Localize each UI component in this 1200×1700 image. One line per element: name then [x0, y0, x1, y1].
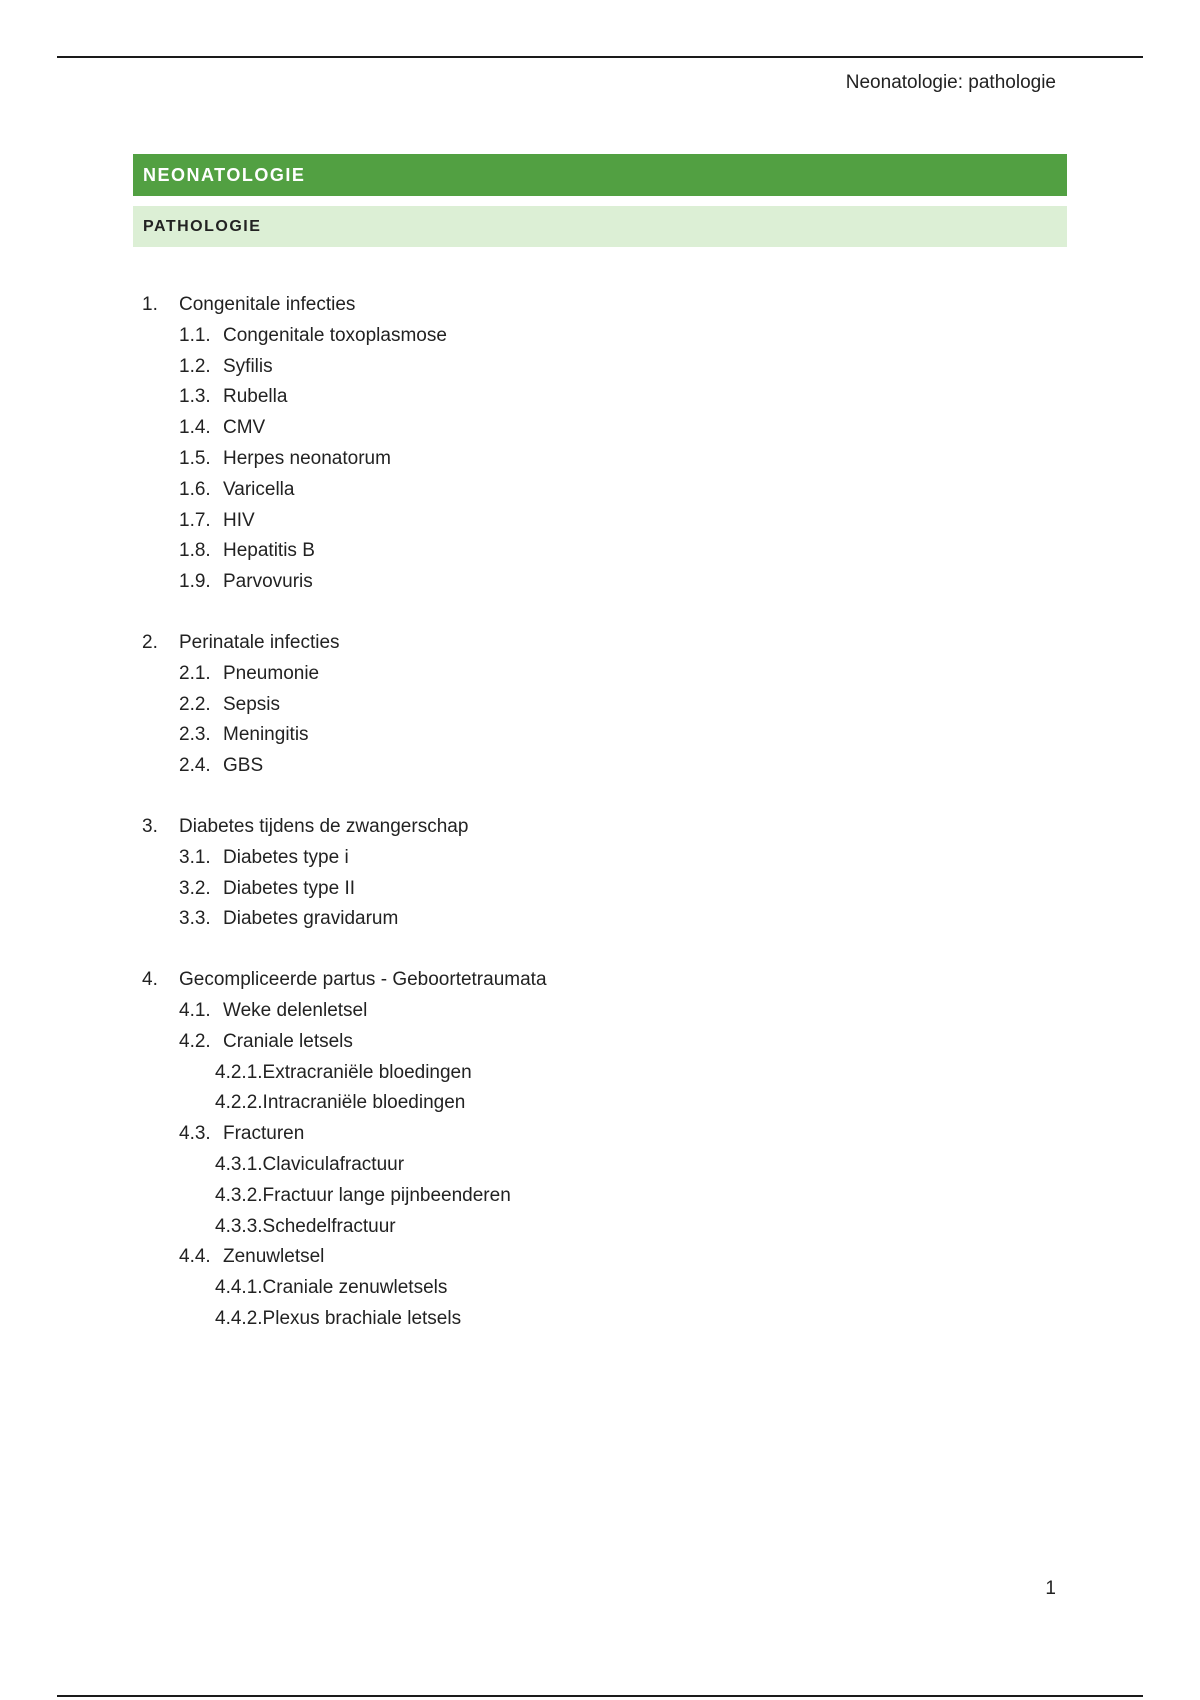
toc-label: Craniale zenuwletsels	[262, 1277, 448, 1299]
toc-subitem	[142, 720, 1042, 751]
toc-subsubitem	[142, 1212, 1042, 1243]
toc-subitem	[142, 352, 1042, 383]
toc-subitem	[142, 321, 1042, 352]
toc-subitem	[142, 904, 1042, 935]
toc-number: 2.1.	[179, 662, 211, 684]
toc-section-4	[142, 965, 1042, 1335]
toc-number: 4.2.	[179, 1030, 211, 1052]
toc-number: 2.	[142, 631, 158, 653]
toc-subitem	[142, 1242, 1042, 1273]
toc-label: GBS	[223, 755, 264, 777]
running-header: Neonatologie: pathologie	[845, 72, 1056, 93]
toc-label: Plexus brachiale letsels	[262, 1307, 462, 1329]
toc-number: 1.5.	[179, 447, 211, 469]
toc-number: 1.8.	[179, 540, 211, 562]
toc-number: 4.3.	[179, 1123, 211, 1145]
toc-subsubitem	[142, 1150, 1042, 1181]
toc-number: 4.4.1.	[215, 1277, 263, 1299]
toc-label: Sepsis	[223, 693, 281, 715]
toc-subitem	[142, 843, 1042, 874]
toc-label: Parvovuris	[223, 571, 313, 593]
toc-label: CMV	[223, 417, 266, 439]
toc-number: 1.2.	[179, 355, 211, 377]
toc-number: 1.9.	[179, 571, 211, 593]
toc-subsubitem	[142, 1181, 1042, 1212]
toc-label: Diabetes gravidarum	[223, 908, 399, 930]
header-rule	[57, 56, 1143, 58]
toc-subsubitem	[142, 1304, 1042, 1335]
toc-number: 3.1.	[179, 846, 211, 868]
footer-rule	[57, 1695, 1143, 1697]
toc-subitem	[142, 874, 1042, 905]
toc-label: Pneumonie	[223, 662, 320, 684]
toc-label: Congenitale toxoplasmose	[223, 324, 447, 346]
toc-label: Syfilis	[223, 355, 273, 377]
toc-label: Zenuwletsel	[223, 1246, 325, 1268]
heading-neonatologie	[133, 154, 1067, 196]
toc-number: 4.2.1.	[215, 1061, 263, 1083]
toc-number: 4.3.2.	[215, 1184, 263, 1206]
toc-number: 4.3.1.	[215, 1153, 263, 1175]
toc-label: Diabetes type i	[223, 846, 349, 868]
toc-label: Intracraniële bloedingen	[262, 1092, 466, 1114]
toc-label: Extracraniële bloedingen	[262, 1061, 472, 1083]
toc-label: Diabetes type II	[223, 877, 356, 899]
toc-subsubitem	[142, 1273, 1042, 1304]
toc-number: 4.	[142, 969, 158, 991]
toc-label: Meningitis	[223, 724, 309, 746]
toc-label: Rubella	[223, 386, 288, 408]
toc-subitem	[142, 475, 1042, 506]
toc-subitem	[142, 536, 1042, 567]
toc-number: 4.4.	[179, 1246, 211, 1268]
toc-number: 1.3.	[179, 386, 211, 408]
toc-label: Hepatitis B	[223, 540, 315, 562]
toc-section-3	[142, 812, 1042, 935]
toc-label: Congenitale infecties	[179, 294, 356, 315]
toc-subitem	[142, 690, 1042, 721]
toc-subitem	[142, 444, 1042, 475]
toc-subitem	[142, 1119, 1042, 1150]
toc-number: 2.4.	[179, 755, 211, 777]
toc-number: 3.2.	[179, 877, 211, 899]
toc-label: Fracturen	[223, 1123, 305, 1145]
toc-subitem	[142, 413, 1042, 444]
toc-label: Weke delenletsel	[223, 999, 368, 1021]
toc-item	[142, 290, 1042, 321]
table-of-contents	[142, 290, 1042, 1365]
toc-subitem	[142, 506, 1042, 537]
toc-subitem	[142, 567, 1042, 598]
toc-subitem	[142, 382, 1042, 413]
toc-item	[142, 628, 1042, 659]
toc-number: 3.	[142, 815, 158, 837]
page-number: 1	[1045, 1578, 1056, 1599]
toc-number: 1.4.	[179, 417, 211, 439]
toc-number: 1.	[142, 294, 158, 315]
toc-subsubitem	[142, 1058, 1042, 1089]
toc-subitem	[142, 659, 1042, 690]
toc-label: Craniale letsels	[223, 1030, 353, 1052]
toc-section-2	[142, 628, 1042, 782]
toc-label: Herpes neonatorum	[223, 447, 391, 469]
toc-item	[142, 812, 1042, 843]
toc-subitem	[142, 1027, 1042, 1058]
heading2-text: PATHOLOGIE	[143, 217, 262, 235]
toc-label: Gecompliceerde partus - Geboortetraumata	[179, 969, 547, 991]
toc-subitem	[142, 996, 1042, 1027]
toc-number: 1.6.	[179, 478, 211, 500]
toc-number: 2.2.	[179, 693, 211, 715]
toc-label: Diabetes tijdens de zwangerschap	[179, 815, 469, 837]
toc-number: 4.2.2.	[215, 1092, 263, 1114]
toc-number: 1.7.	[179, 509, 211, 531]
toc-label: Varicella	[223, 478, 295, 500]
toc-number: 4.4.2.	[215, 1307, 263, 1329]
toc-subsubitem	[142, 1088, 1042, 1119]
toc-label: Perinatale infecties	[179, 631, 340, 653]
toc-number: 4.1.	[179, 999, 211, 1021]
toc-section-1	[142, 290, 1042, 598]
toc-label: Fractuur lange pijnbeenderen	[262, 1184, 511, 1206]
toc-label: Schedelfractuur	[262, 1215, 396, 1237]
toc-number: 1.1.	[179, 324, 211, 346]
heading1-text: NEONATOLOGIE	[143, 164, 306, 185]
toc-number: 4.3.3.	[215, 1215, 263, 1237]
toc-item	[142, 965, 1042, 996]
toc-subitem	[142, 751, 1042, 782]
toc-label: Claviculafractuur	[262, 1153, 405, 1175]
toc-number: 3.3.	[179, 908, 211, 930]
heading-pathologie	[133, 206, 1067, 247]
toc-number: 2.3.	[179, 724, 211, 746]
toc-label: HIV	[223, 509, 255, 531]
